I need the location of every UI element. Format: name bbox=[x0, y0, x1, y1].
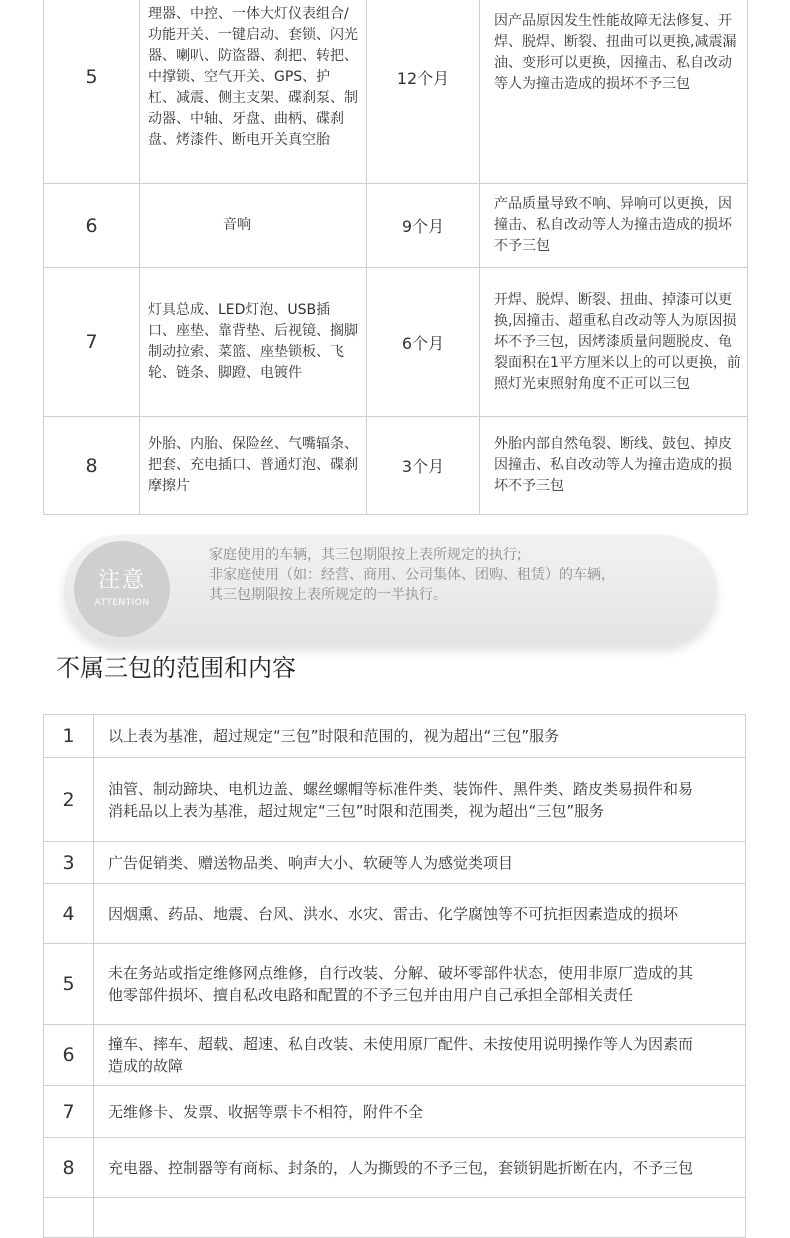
description-cell: 产品质量导致不响、异响可以更换，因撞击、私自改动等人为撞击造成的损坏不予三包 bbox=[480, 184, 748, 268]
section-title: 不属三包的范围和内容 bbox=[56, 654, 296, 682]
description-cell: 外胎内部自然龟裂、断线、鼓包、掉皮因撞击、私自改动等人为撞击造成的损坏不予三包 bbox=[480, 417, 748, 515]
table-row bbox=[44, 1086, 746, 1138]
table-row bbox=[44, 1025, 746, 1086]
description-cell: 因产品原因发生性能故障无法修复、开焊、脱焊、断裂、扭曲可以更换,减震漏油、变形可以更换，因撞击、私自改动等人为撞击造成的损坏不予三包 bbox=[480, 0, 748, 184]
row-number: 4 bbox=[44, 884, 94, 944]
term-cell: 3个月 bbox=[367, 417, 480, 515]
table-row bbox=[44, 268, 748, 417]
row-number: 6 bbox=[44, 184, 140, 268]
row-text: 广告促销类、赠送物品类、响声大小、软硬等人为感觉类项目 bbox=[94, 842, 746, 884]
row-text: 未在务站或指定维修网点维修，自行改装、分解、破坏零部件状态，使用非原厂造成的其他零部件损坏、擅自私改电路和配置的不予三包并由用户自己承担全部相关责任 bbox=[94, 944, 746, 1025]
table-row bbox=[44, 0, 748, 184]
table-row bbox=[44, 1198, 746, 1238]
attention-badge-title: 注意 bbox=[97, 568, 146, 593]
attention-badge bbox=[74, 541, 170, 637]
parts-cell: 音响 bbox=[140, 184, 367, 268]
row-number: 8 bbox=[44, 1138, 94, 1198]
row-number: 5 bbox=[44, 0, 140, 184]
row-number: 7 bbox=[44, 1086, 94, 1138]
attention-line: 家庭使用的车辆，其三包期限按上表所规定的执行; bbox=[209, 547, 522, 563]
row-number: 1 bbox=[44, 715, 94, 758]
row-text: 以上表为基准，超过规定“三包”时限和范围的，视为超出“三包”服务 bbox=[94, 715, 746, 758]
parts-cell: 理器、中控、一体大灯仪表组合/功能开关、一键启动、套锁、闪光器、喇叭、防盗器、刹把、转把、中撑锁、空气开关、GPS、护杠、减震、侧主支架、碟刹泵、制动器、中轴、牙盘、曲柄、碟刹盘、烤漆件、断电开关真空胎 bbox=[140, 0, 367, 184]
row-number: 3 bbox=[44, 842, 94, 884]
attention-badge-subtitle: ATTENTION bbox=[94, 598, 150, 608]
term-cell: 6个月 bbox=[367, 268, 480, 417]
term-cell: 12个月 bbox=[367, 0, 480, 184]
table-row bbox=[44, 944, 746, 1025]
term-cell: 9个月 bbox=[367, 184, 480, 268]
row-text: 无维修卡、发票、收据等票卡不相符，附件不全 bbox=[94, 1086, 746, 1138]
attention-text bbox=[209, 545, 615, 605]
row-text: 油管、制动蹄块、电机边盖、螺丝螺帽等标准件类、装饰件、黑件类、踏皮类易损件和易消耗品以上表为基准，超过规定“三包”时限和范围类，视为超出“三包”服务 bbox=[94, 758, 746, 842]
row-number: 6 bbox=[44, 1025, 94, 1086]
table-row bbox=[44, 758, 746, 842]
warranty-table bbox=[43, 0, 748, 515]
attention-line: 其三包期限按上表所规定的一半执行。 bbox=[209, 587, 447, 603]
table-row bbox=[44, 715, 746, 758]
attention-line: 非家庭使用（如：经营、商用、公司集体、团购、租赁）的车辆， bbox=[209, 567, 615, 583]
description-cell: 开焊、脱焊、断裂、扭曲、掉漆可以更换,因撞击、超重私自改动等人为原因损坏不予三包，因烤漆质量问题脱皮、龟裂面积在1平方厘米以上的可以更换，前照灯光束照射角度不正可以三包 bbox=[480, 268, 748, 417]
table-row bbox=[44, 884, 746, 944]
parts-cell: 外胎、内胎、保险丝、气嘴辐条、把套、充电插口、普通灯泡、碟刹摩擦片 bbox=[140, 417, 367, 515]
exclusions-table bbox=[43, 714, 746, 1238]
row-number: 5 bbox=[44, 944, 94, 1025]
row-text bbox=[94, 1198, 746, 1238]
parts-cell: 灯具总成、LED灯泡、USB插口、座垫、靠背垫、后视镜、搁脚制动拉索、菜篮、座垫锁板、飞轮、链条、脚蹬、电镀件 bbox=[140, 268, 367, 417]
row-number: 2 bbox=[44, 758, 94, 842]
row-text: 充电器、控制器等有商标、封条的，人为撕毁的不予三包，套锁钥匙折断在内，不予三包 bbox=[94, 1138, 746, 1198]
row-number bbox=[44, 1198, 94, 1238]
attention-notice bbox=[64, 535, 717, 645]
table-row bbox=[44, 842, 746, 884]
row-number: 8 bbox=[44, 417, 140, 515]
row-text: 因烟熏、药品、地震、台风、洪水、水灾、雷击、化学腐蚀等不可抗拒因素造成的损坏 bbox=[94, 884, 746, 944]
row-text: 撞车、摔车、超载、超速、私自改装、未使用原厂配件、未按使用说明操作等人为因素而造成的故障 bbox=[94, 1025, 746, 1086]
table-row bbox=[44, 417, 748, 515]
row-number: 7 bbox=[44, 268, 140, 417]
table-row bbox=[44, 184, 748, 268]
table-row bbox=[44, 1138, 746, 1198]
